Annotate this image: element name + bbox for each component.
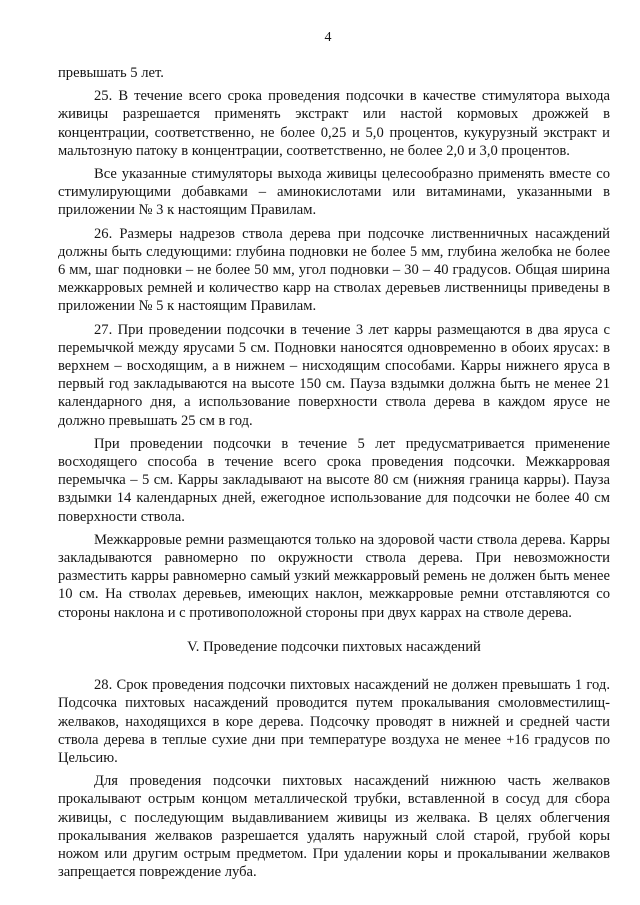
document-body bbox=[58, 64, 610, 886]
page-number: 4 bbox=[324, 30, 332, 45]
paragraph-item-26: 26. Размеры надрезов ствола дерева при подсочке лиственничных насаждений должны быть следующими: глубина подновки не более 5 мм, глубина желобка не более 6 мм, шаг подновки – не более 50 мм, угол подновки – 30 – 40 градусов. Общая ширина межкарровых ремней и количество карр на стволах деревьев лиственницы приведены в приложении № 5 к настоящим Правилам. bbox=[58, 225, 610, 315]
paragraph-fir-procedure: Для проведения подсочки пихтовых насаждений нижнюю часть желваков прокалывают острым концом металлической трубки, вставленной в сосуд для сбора живицы, с последующим выдавливанием живицы из желвака. В целях облегчения прокалывания желваков разрешается удалять наружный слой старой, грубой коры ножом или другим острым предметом. При удалении коры и прокалывании желваков запрещается повреждение луба. bbox=[58, 773, 610, 881]
document-page bbox=[58, 0, 610, 905]
section-heading-v: V. Проведение подсочки пихтовых насаждений bbox=[187, 638, 481, 655]
paragraph-stimulators-note: Все указанные стимуляторы выхода живицы целесообразно применять вместе со стимулирующими добавками – аминокислотами или витаминами, указанными в приложении № 3 к настоящим Правилам. bbox=[58, 166, 610, 219]
paragraph-five-year-tapping: При проведении подсочки в течение 5 лет предусматривается применение восходящего способа в течение всего срока проведения подсочки. Межкарровая перемычка – 5 см. Карры закладывают на высоте 80 см (нижняя граница карры). Пауза вздымки 14 календарных дней, ежегодное использование для подсочки не более 40 см поверхности ствола. bbox=[58, 435, 610, 525]
paragraph-item-28: 28. Срок проведения подсочки пихтовых насаждений не должен превышать 1 год. Подсочка пихтовых насаждений проводится путем прокалывания смоловместилищ-желваков, находящихся в коре дерева. Подсочку проводят в нижней и средней части ствола дерева в теплые сухие дни при температуре воздуха не менее +16 градусов по Цельсию. bbox=[58, 677, 610, 766]
paragraph-continuation: превышать 5 лет. bbox=[58, 65, 164, 81]
paragraph-item-25: 25. В течение всего срока проведения подсочки в качестве стимулятора выхода живицы разрешается применять экстракт или настой кормовых дрожжей в концентрации, соответственно, не более 0,25 и 5,0 процентов, кукурузный экстракт и мальтозную патоку в концентрации, соответственно, не более 2,0 и 3,0 процентов. bbox=[58, 88, 610, 159]
paragraph-item-27: 27. При проведении подсочки в течение 3 лет карры размещаются в два яруса с перемычкой между ярусами 5 см. Подновки наносятся одновременно в обоих ярусах: в верхнем – восходящим, а в нижнем – нисходящим способами. Карры нижнего яруса в первый год закладываются на высоте 150 см. Пауза вздымки должна быть не менее 21 календарного дня, а использование поверхности ствола дерева в каждом ярусе не должно превышать 25 см в год. bbox=[58, 321, 610, 429]
paragraph-inter-carre-strips: Межкарровые ремни размещаются только на здоровой части ствола дерева. Карры закладываются равномерно по окружности ствола дерева. При невозможности разместить карры равномерно самый узкий межкарровый ремень не должен быть менее 10 см. На стволах деревьев, имеющих наклон, межкарровые ремни отставляются со стороны наклона и с противоположной стороны при двух каррах на стволе дерева. bbox=[58, 531, 610, 621]
